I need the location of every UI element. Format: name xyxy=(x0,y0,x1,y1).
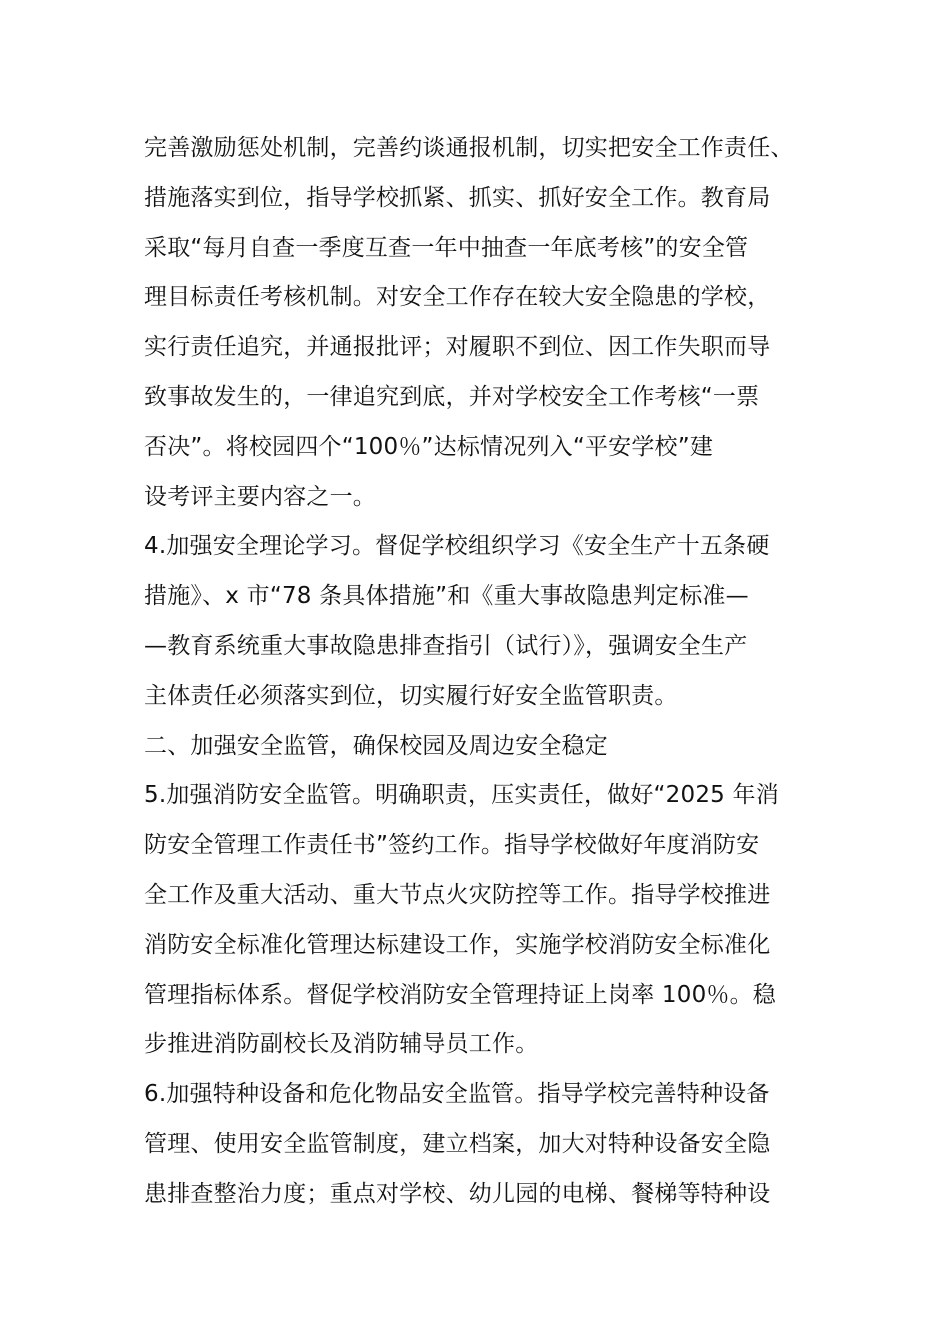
text-line: 措施》、x 市“78 条具体措施”和《重大事故隐患判定标准— xyxy=(144,583,749,610)
text-line: 设考评主要内容之一。 xyxy=(144,483,376,510)
text-line: 防安全管理工作责任书”签约工作。指导学校做好年度消防安 xyxy=(144,832,760,859)
text-line: 措施落实到位，指导学校抓紧、抓实、抓好安全工作。教育局 xyxy=(144,184,771,211)
text-line: 实行责任追究，并通报批评；对履职不到位、因工作失职而导 xyxy=(144,334,771,361)
text-line: 消防安全标准化管理达标建设工作，实施学校消防安全标准化 xyxy=(144,931,771,958)
text-line: —教育系统重大事故隐患排查指引（试行）》，强调安全生产 xyxy=(144,632,748,659)
text-line: 4.加强安全理论学习。督促学校组织学习《安全生产十五条硬 xyxy=(144,533,770,560)
text-line: 完善激励惩处机制，完善约谈通报机制，切实把安全工作责任、 xyxy=(144,135,794,161)
text-line: 管理、使用安全监管制度，建立档案，加大对特种设备安全隐 xyxy=(144,1130,771,1157)
text-line: 全工作及重大活动、重大节点火灾防控等工作。指导学校推进 xyxy=(144,881,771,908)
text-line: 理目标责任考核机制。对安全工作存在较大安全隐患的学校， xyxy=(144,284,771,311)
text-line: 6.加强特种设备和危化物品安全监管。指导学校完善特种设备 xyxy=(144,1081,770,1108)
text-line: 主体责任必须落实到位，切实履行好安全监管职责。 xyxy=(144,682,678,709)
text-line: 否决”。将校园四个“100％”达标情况列入“平安学校”建 xyxy=(144,433,714,460)
text-line: 致事故发生的，一律追究到底，并对学校安全工作考核“一票 xyxy=(144,383,760,410)
text-line: 采取“每月自查一季度互查一年中抽查一年底考核”的安全管 xyxy=(144,234,749,261)
section-heading: 二、加强安全监管，确保校园及周边安全稳定 xyxy=(144,732,608,759)
text-line: 5.加强消防安全监管。明确职责，压实责任，做好“2025 年消 xyxy=(144,782,779,809)
text-line: 步推进消防副校长及消防辅导员工作。 xyxy=(144,1031,539,1058)
document-body xyxy=(144,124,814,1220)
text-line: 管理指标体系。督促学校消防安全管理持证上岗率 100％。稳 xyxy=(144,981,777,1008)
text-line: 患排查整治力度；重点对学校、幼儿园的电梯、餐梯等特种设 xyxy=(144,1180,771,1207)
